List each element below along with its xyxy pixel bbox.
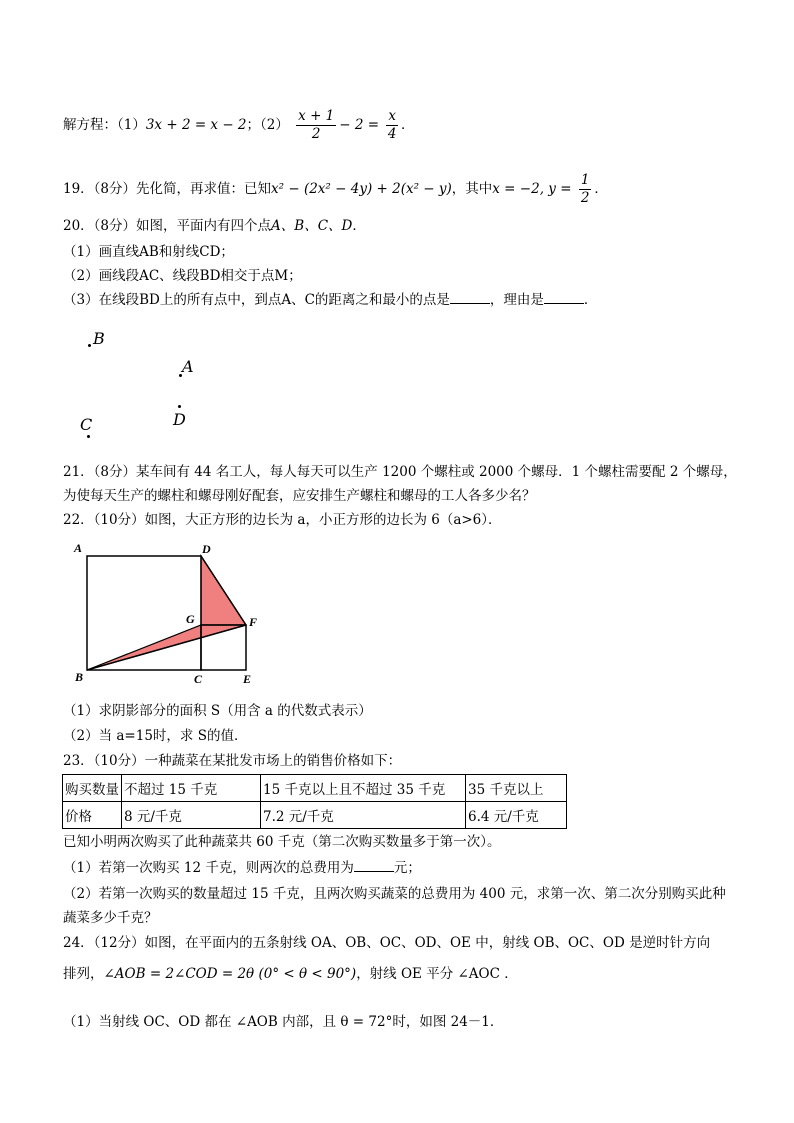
- q21-line1: 21．（8分）某车间有 44 名工人，每人每天可以生产 1200 个螺柱或 2000 个螺母．1 个螺柱需要配 2 个螺母，: [63, 464, 737, 480]
- q19-frac: [579, 172, 592, 207]
- table-row: [63, 802, 567, 829]
- q23-part2-line1: （2）若第一次购买的数量超过 15 千克，且两次购买蔬菜的总费用为 400 元，求第一次、第二次分别购买此种: [63, 886, 726, 902]
- segment-bf: [87, 625, 246, 670]
- q18-frac1: [296, 108, 336, 143]
- point-label-c: C: [80, 415, 93, 434]
- q19-lead: 19．（8分）先化简，再求值：已知: [63, 181, 272, 197]
- label-d: D: [202, 542, 211, 556]
- q18-frac2: [386, 108, 398, 143]
- q23-part2-line2: 蔬菜多少千克？: [63, 910, 158, 926]
- q19-vals: x = −2, y =: [492, 181, 572, 197]
- q19-frac-den: 2: [580, 190, 590, 206]
- q18-sep: ；（2）: [246, 117, 289, 133]
- label-f: F: [249, 615, 258, 629]
- q22-part1: （1）求阴影部分的面积 S（用含 a 的代数式表示）: [63, 703, 372, 719]
- q24-line2-a: 排列，: [63, 966, 104, 982]
- q24-line2-b: ，射线 OE 平分 ∠AOC ．: [356, 966, 518, 982]
- point-d: [178, 405, 181, 408]
- point-b: [88, 344, 91, 347]
- q20-part3-a: （3）在线段BD上的所有点中，到点A、C的距离之和最小的点是: [63, 292, 450, 308]
- table-cell: 价格: [63, 802, 122, 829]
- q20-points: A、B、C、D: [271, 218, 353, 234]
- q19-mid: ，其中: [451, 181, 493, 197]
- q23-stem: 23．（10分）一种蔬菜在某批发市场上的销售价格如下：: [63, 753, 402, 769]
- q24-line1: 24．（12分）如图，在平面内的五条射线 OA、OB、OC、OD、OE 中，射线 OB、OC、OD 是逆时针方向: [63, 935, 711, 951]
- q20-part1: （1）画直线AB和射线CD；: [63, 244, 234, 260]
- q18-lead: 解方程：（1）: [63, 117, 146, 133]
- q23-part1: [63, 858, 421, 878]
- q18-frac1-num: x + 1: [298, 108, 335, 124]
- q18-frac1-den: 2: [311, 126, 321, 142]
- q20-part3: [63, 290, 597, 310]
- q22-figure: [72, 540, 272, 685]
- price-table: [62, 774, 567, 829]
- point-c: [87, 435, 90, 438]
- q20-stem: [63, 216, 366, 236]
- q19-end: ．: [594, 181, 608, 197]
- table-cell: 15 千克以上且不超过 35 千克: [261, 775, 466, 802]
- point-label-a: A: [182, 357, 194, 376]
- q21-line2: 为使每天生产的螺柱和螺母刚好配套，应安排生产螺柱和螺母的工人各多少名？: [63, 488, 536, 504]
- table-cell: 8 元/千克: [122, 802, 261, 829]
- q22-part2: （2）当 a=15时，求 S的值．: [63, 728, 248, 744]
- q23-part1-b: 元；: [393, 860, 421, 876]
- q23-after: 已知小明两次购买了此种蔬菜共 60 千克（第二次购买数量多于第一次）。: [63, 834, 501, 850]
- label-b: B: [75, 670, 84, 684]
- q24-line2-math: ∠AOB = 2∠COD = 2θ (0° < θ < 90°): [103, 966, 357, 982]
- q20-stem-end: ．: [352, 218, 366, 234]
- q19-frac-num: 1: [580, 172, 590, 188]
- point-label-d: D: [173, 410, 186, 429]
- table-cell: 不超过 15 千克: [122, 775, 261, 802]
- q18-frac2-den: 4: [387, 126, 397, 142]
- q20-answer-blank-1[interactable]: [450, 291, 490, 304]
- q20-part3-b: ，理由是: [489, 292, 544, 308]
- q24-part1: （1）当射线 OC、OD 都在 ∠AOB 内部，且 θ = 72°时，如图 24－1．: [63, 1014, 504, 1030]
- q18-end: ．: [401, 117, 415, 133]
- q20-part2: （2）画线段AC、线段BD相交于点M；: [63, 268, 302, 284]
- q18-line: [63, 108, 415, 143]
- q23-part1-a: （1）若第一次购买 12 千克，则两次的总费用为: [63, 860, 354, 876]
- q22-stem: 22．（10分）如图，大正方形的边长为 a，小正方形的边长为 6（a>6）．: [63, 512, 502, 528]
- table-row: [63, 775, 567, 802]
- label-c: C: [194, 672, 203, 685]
- point-a: [179, 374, 182, 377]
- q20-part3-c: ．: [583, 292, 598, 308]
- label-g: G: [186, 612, 195, 626]
- q18-mid: − 2 =: [339, 117, 380, 133]
- table-cell: 7.2 元/千克: [261, 802, 466, 829]
- q18-frac2-num: x: [388, 108, 396, 124]
- q19-line: [63, 172, 608, 207]
- q20-answer-blank-2[interactable]: [544, 291, 584, 304]
- q20-stem-text: 20．（8分）如图，平面内有四个点: [63, 218, 272, 234]
- label-a: A: [74, 541, 83, 555]
- table-cell: 35 千克以上: [466, 775, 567, 802]
- q18-eq1: 3x + 2 = x − 2: [145, 117, 247, 133]
- q19-expr: x² − (2x² − 4y) + 2(x² − y): [271, 181, 452, 197]
- q24-line2: [63, 964, 518, 984]
- table-cell: 6.4 元/千克: [466, 802, 567, 829]
- point-label-b: B: [93, 329, 105, 348]
- q23-answer-blank[interactable]: [354, 859, 394, 872]
- label-e: E: [243, 672, 252, 685]
- table-cell: 购买数量: [63, 775, 122, 802]
